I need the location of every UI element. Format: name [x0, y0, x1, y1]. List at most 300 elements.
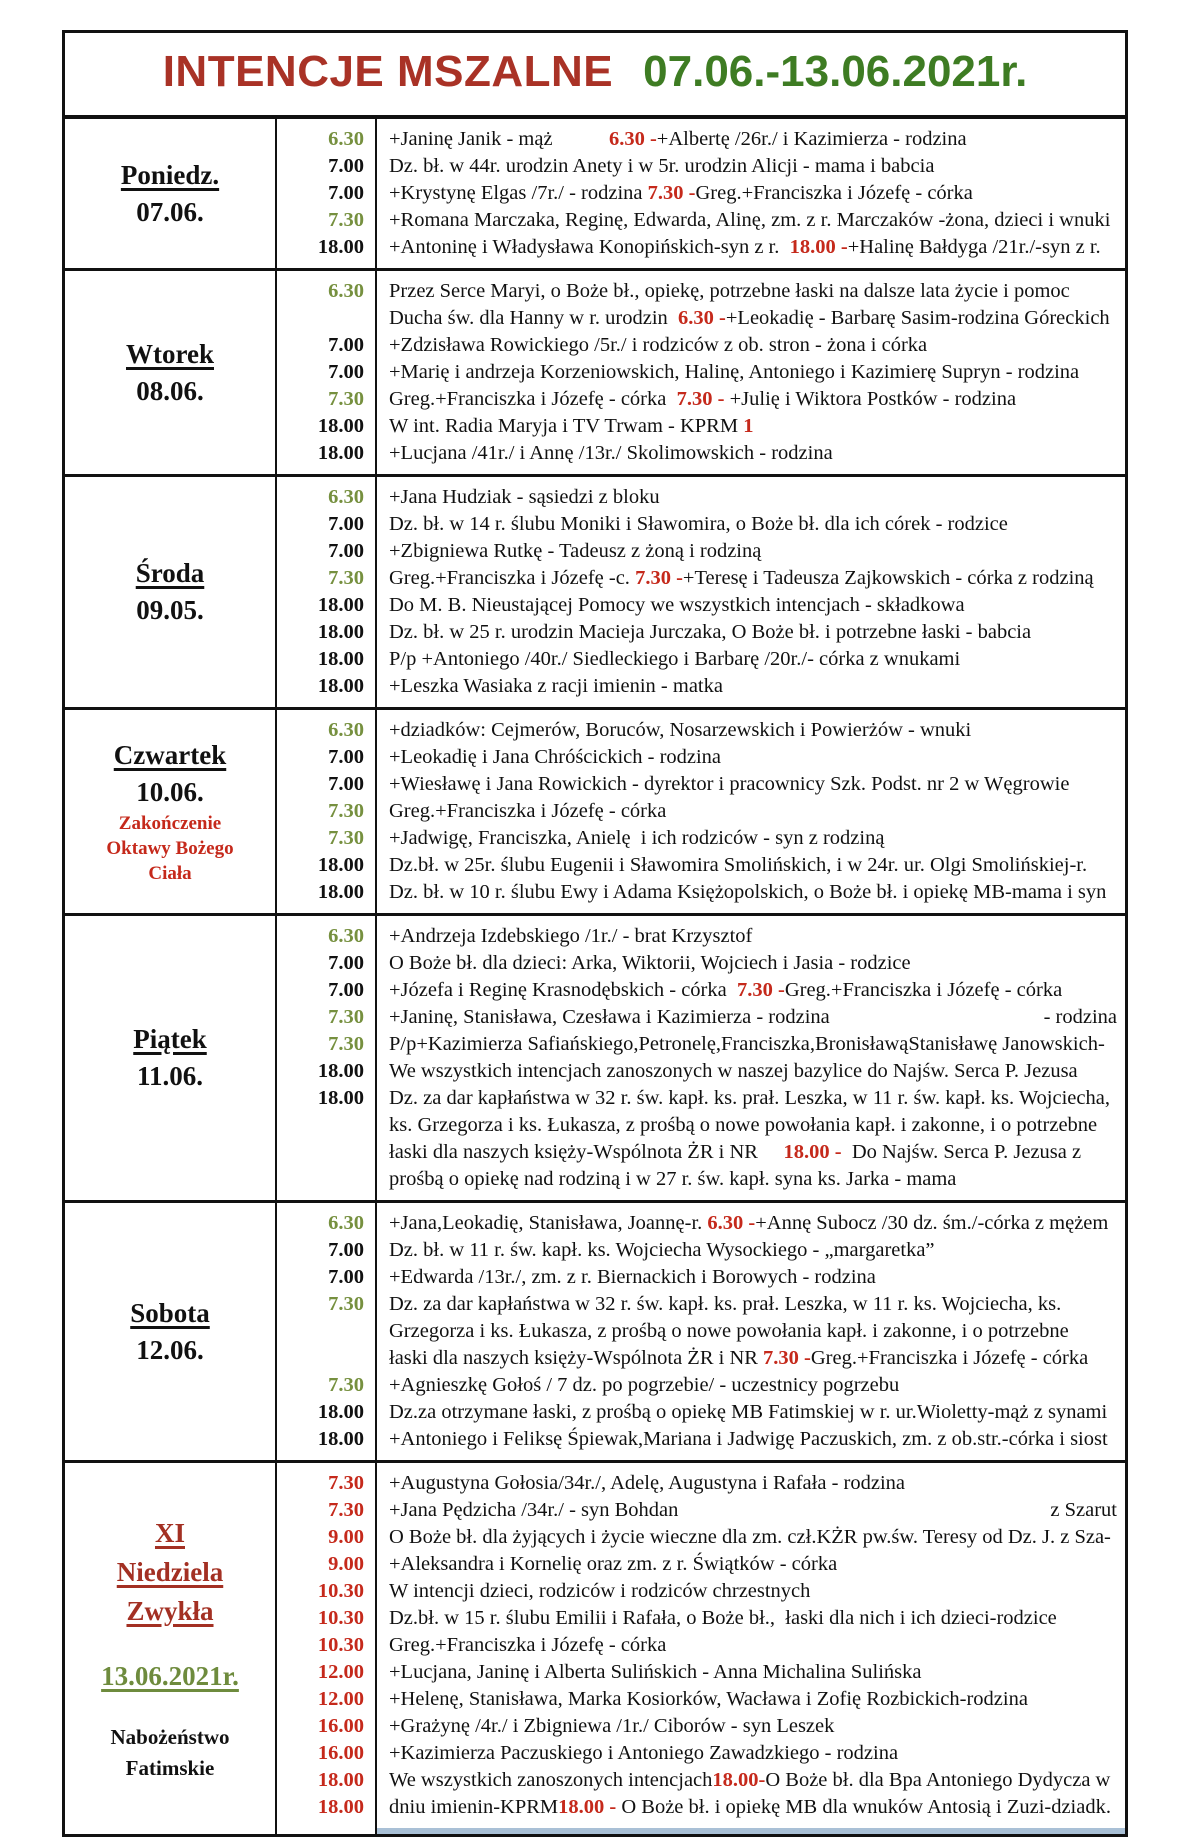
intention-text [377, 977, 1125, 1004]
intention-line [389, 852, 1125, 879]
mass-entry [275, 825, 1125, 852]
text-segment: +Halinę Bałdyga /21r./-syn z r. [847, 236, 1101, 258]
text-segment: +Lucjana, Janinę i Alberta Sulińskich - Anna Michalina Sulińska [389, 1661, 922, 1683]
mass-entry [275, 1578, 1125, 1605]
intention-line [389, 359, 1125, 386]
mass-entry [275, 413, 1125, 440]
intention-line [389, 1659, 1125, 1686]
intention-line [389, 1085, 1125, 1112]
intention-line [389, 511, 1125, 538]
intention-text [377, 1203, 1125, 1237]
day-row-sunday [65, 1460, 1125, 1834]
text-segment: +Janinę, Stanisława, Czesława i Kazimierza - rodzina [389, 1006, 830, 1028]
day-label-thursday [65, 710, 275, 913]
intention-line [389, 1740, 1125, 1767]
intention-line [389, 1112, 1125, 1139]
mass-entry [275, 1713, 1125, 1740]
text-segment: +Aleksandra i Kornelię oraz zm. z r. Świątków - córka [389, 1553, 838, 1575]
intention-line [389, 771, 1125, 798]
mass-time: 7.00 [275, 538, 377, 565]
mass-time: 6.30 [275, 1203, 377, 1237]
mass-entry [275, 1605, 1125, 1632]
mass-time: 7.00 [275, 744, 377, 771]
mass-entry [275, 565, 1125, 592]
intention-line [389, 673, 1125, 700]
text-segment: +Marię i andrzeja Korzeniowskich, Halinę, Antoniego i Kazimierę Supryn - rodzina [389, 361, 1080, 383]
mass-time: 18.00 [275, 1058, 377, 1085]
mass-time: 7.30 [275, 1291, 377, 1372]
mass-time: 7.00 [275, 1237, 377, 1264]
mass-time: 7.00 [275, 511, 377, 538]
mass-time: 16.00 [275, 1740, 377, 1767]
text-segment: Dz. bł. w 14 r. ślubu Moniki i Sławomira, o Boże bł. dla ich córek - rodzice [389, 513, 1008, 535]
text-segment: +Janinę Janik - mąż [389, 128, 609, 150]
day-label-friday [65, 916, 275, 1200]
intention-line [389, 234, 1125, 261]
intention-text [377, 332, 1125, 359]
mass-entry [275, 1767, 1125, 1794]
text-segment: +Kazimierza Paczuskiego i Antoniego Zawadzkiego - rodzina [389, 1742, 899, 1764]
day-row-thursday [65, 707, 1125, 913]
intention-text [377, 1085, 1125, 1200]
text-segment: Dz. bł. w 25 r. urodzin Macieja Jurczaka, O Boże bł. i potrzebne łaski - babcia [389, 621, 1032, 643]
text-segment: +Edwarda /13r./, zm. z r. Biernackich i Borowych - rodzina [389, 1266, 876, 1288]
mass-entry [275, 673, 1125, 707]
text-segment: dniu imienin-KPRM [389, 1796, 559, 1818]
text-segment: Grzegorza i ks. Łukasza, z prośbą o nowe powołania kapł. i zakonne, i o potrzebne [389, 1320, 1069, 1342]
text-segment: +Leokadię i Jana Chróścickich - rodzina [389, 746, 722, 768]
day-label-line: XI [154, 1517, 185, 1548]
text-segment: Dz. bł. w 10 r. ślubu Ewy i Adama Księżopolskich, o Boże bł. i opiekę MB-mama i syn [389, 881, 1107, 903]
intention-text [377, 1264, 1125, 1291]
text-segment: +dziadków: Cejmerów, Boruców, Nosarzewskich i Powierżów - wnuki [389, 719, 972, 741]
text-segment: O Boże bł. i opiekę MB dla wnuków Antosią i Zuzi-dziadk. [621, 1796, 1111, 1818]
intention-text [377, 710, 1125, 744]
intention-text [377, 592, 1125, 619]
mass-entry [275, 1058, 1125, 1085]
intention-line [389, 153, 1125, 180]
mass-time: 7.00 [275, 359, 377, 386]
mass-time: 7.00 [275, 771, 377, 798]
intention-line [389, 1399, 1125, 1426]
text-segment: Greg.+Franciszka i Józefę - córka [389, 388, 677, 410]
text-segment: Greg.+Franciszka i Józefę - córka [784, 979, 1063, 1001]
intention-line [389, 332, 1125, 359]
day-label-saturday [65, 1203, 275, 1460]
mass-time: 7.00 [275, 950, 377, 977]
intention-text [377, 1686, 1125, 1713]
intention-text [377, 538, 1125, 565]
mass-entry [275, 1291, 1125, 1372]
intention-text [377, 771, 1125, 798]
intention-line [389, 305, 1125, 332]
inline-time: 18.00 - [558, 1796, 622, 1818]
mass-entry [275, 1085, 1125, 1200]
intention-text [377, 153, 1125, 180]
mass-time: 7.30 [275, 1372, 377, 1399]
intention-text [377, 879, 1125, 913]
inline-time: 6.30 - [678, 307, 726, 329]
mass-entry [275, 386, 1125, 413]
intention-text [377, 386, 1125, 413]
text-segment: prośbą o opiekę nad rodziną i w 27 r. św. kapł. syna ks. Jarka - mama [389, 1168, 957, 1190]
text-segment: O Boże bł. dla żyjących i życie wieczne dla zm. czł.KŻR pw.św. Teresy od Dz. J. z Sza- [389, 1526, 1111, 1548]
day-label-line: Sobota [130, 1297, 210, 1328]
mass-time: 18.00 [275, 852, 377, 879]
text-segment: +Jana Hudziak - sąsiedzi z bloku [389, 486, 660, 508]
mass-entry [275, 1632, 1125, 1659]
intention-text [377, 1740, 1125, 1767]
mass-time: 7.00 [275, 180, 377, 207]
mass-time: 12.00 [275, 1659, 377, 1686]
day-label-line: Środa [135, 558, 205, 588]
text-segment: +Zdzisława Rowickiego /5r./ i rodziców z ob. stron - żona i córka [389, 334, 928, 356]
mass-time: 6.30 [275, 271, 377, 332]
text-segment: Greg.+Franciszka i Józefę - córka [810, 1347, 1089, 1369]
day-label-line: Fatimskie [125, 1755, 215, 1780]
inline-time: 7.30 - [676, 388, 730, 410]
mass-entry [275, 852, 1125, 879]
mass-entry [275, 1004, 1125, 1031]
mass-time: 16.00 [275, 1713, 377, 1740]
text-segment: +Romana Marczaka, Reginę, Edwarda, Alinę, zm. z r. Marczaków -żona, dzieci i wnuki [389, 209, 1111, 231]
mass-time: 18.00 [275, 879, 377, 913]
intention-text [377, 1291, 1125, 1372]
day-label-line: 12.06. [136, 1334, 204, 1365]
mass-entry [275, 1372, 1125, 1399]
mass-time: 7.30 [275, 1031, 377, 1058]
intention-line [389, 1004, 1125, 1031]
intention-text [377, 207, 1125, 234]
text-segment: +Agnieszkę Gołoś / 7 dz. po pogrzebie/ - uczestnicy pogrzebu [389, 1374, 900, 1396]
inline-time: 1 [743, 415, 754, 437]
inline-time: 7.30 - [647, 182, 696, 204]
mass-entry [275, 916, 1125, 950]
mass-entry [275, 1497, 1125, 1524]
text-segment: +Leszka Wasiaka z racji imienin - matka [389, 675, 723, 697]
day-row-monday [65, 119, 1125, 268]
day-label-tuesday [65, 271, 275, 474]
inline-time: 18.00 - [789, 236, 848, 258]
entries-tuesday [275, 271, 1125, 474]
intention-text [377, 477, 1125, 511]
mass-time: 6.30 [275, 916, 377, 950]
text-segment: +Julię i Wiktora Postków - rodzina [729, 388, 1017, 410]
mass-entry [275, 1203, 1125, 1237]
text-segment: W int. Radia Maryja i TV Trwam - KPRM [389, 415, 744, 437]
text-segment: +Andrzeja Izdebskiego /1r./ - brat Krzysztof [389, 925, 753, 947]
mass-time: 18.00 [275, 413, 377, 440]
mass-time: 10.30 [275, 1578, 377, 1605]
intention-line [389, 1166, 1125, 1193]
mass-time: 10.30 [275, 1632, 377, 1659]
mass-time: 18.00 [275, 234, 377, 268]
mass-entry [275, 1524, 1125, 1551]
mass-entry [275, 1794, 1125, 1834]
text-segment: +Zbigniewa Rutkę - Tadeusz z żoną i rodziną [389, 540, 762, 562]
day-label-line: 07.06. [136, 196, 204, 227]
intention-line [389, 1345, 1125, 1372]
mass-time: 18.00 [275, 440, 377, 474]
intention-line [389, 619, 1125, 646]
mass-entry [275, 153, 1125, 180]
page-title: INTENCJE MSZALNE [162, 47, 614, 96]
mass-entry [275, 119, 1125, 153]
intention-line [389, 1291, 1125, 1318]
intention-line [389, 923, 1125, 950]
mass-entry [275, 234, 1125, 268]
mass-entry [275, 771, 1125, 798]
inline-time: 6.30 - [608, 128, 657, 150]
mass-time: 18.00 [275, 1794, 377, 1834]
intention-line [389, 825, 1125, 852]
intention-text [377, 852, 1125, 879]
intention-text [377, 950, 1125, 977]
intention-line [389, 646, 1125, 673]
intention-text [377, 1237, 1125, 1264]
text-segment: - rodzina [1043, 1006, 1117, 1028]
text-segment: Ducha św. dla Hanny w r. urodzin [389, 307, 679, 329]
day-label-line: Niedziela [116, 1556, 224, 1587]
text-segment: +Krystynę Elgas /7r./ - rodzina [389, 182, 648, 204]
intention-text [377, 1463, 1125, 1497]
intention-line [389, 1578, 1125, 1605]
day-label-monday [65, 119, 275, 268]
mass-entry [275, 180, 1125, 207]
text-segment: Dz.bł. w 25r. ślubu Eugenii i Sławomira Smolińskich, i w 24r. ur. Olgi Smolińskiej-r. [389, 854, 1088, 876]
mass-entry [275, 798, 1125, 825]
text-segment: Do Najśw. Serca P. Jezusa z [846, 1141, 1082, 1163]
intention-text [377, 271, 1125, 332]
day-label-line: Piątek [133, 1024, 207, 1054]
mass-time: 6.30 [275, 119, 377, 153]
text-segment: Greg.+Franciszka i Józefę - córka [389, 800, 667, 822]
intention-line [389, 1632, 1125, 1659]
mass-time: 7.30 [275, 386, 377, 413]
day-label-line: Zwykła [126, 1595, 214, 1626]
text-segment: łaski dla naszych księży-Wspólnota ŻR i NR [389, 1347, 764, 1369]
entries-wednesday [275, 477, 1125, 707]
mass-time: 7.30 [275, 1497, 377, 1524]
inline-time: 7.30 - [635, 567, 683, 589]
text-segment: z Szarut [1050, 1499, 1117, 1521]
mass-entry [275, 710, 1125, 744]
intention-text [377, 234, 1125, 268]
entries-monday [275, 119, 1125, 268]
intention-text [377, 413, 1125, 440]
intention-line [389, 977, 1125, 1004]
text-segment: Greg.+Franciszka i Józefę - córka [695, 182, 973, 204]
inline-time: 18.00- [712, 1769, 766, 1791]
mass-entry [275, 879, 1125, 913]
day-row-tuesday [65, 268, 1125, 474]
mass-time: 12.00 [275, 1686, 377, 1713]
text-segment: Dz. bł. w 11 r. św. kapł. ks. Wojciecha Wysockiego - „margaretka” [389, 1239, 935, 1261]
day-label-sunday [65, 1463, 275, 1834]
text-segment: +Grażynę /4r./ i Zbigniewa /1r./ Ciborów - syn Leszek [389, 1715, 835, 1737]
mass-entry [275, 511, 1125, 538]
intention-line [389, 1264, 1125, 1291]
mass-entry [275, 359, 1125, 386]
intention-text [377, 1713, 1125, 1740]
mass-entry [275, 1740, 1125, 1767]
intention-line [389, 1318, 1125, 1345]
intention-line [389, 950, 1125, 977]
intention-line [389, 386, 1125, 413]
page-header [65, 33, 1125, 119]
intention-line [389, 744, 1125, 771]
date-range: 07.06.-13.06.2021r. [643, 47, 1028, 96]
day-label-wednesday [65, 477, 275, 707]
mass-time: 7.00 [275, 977, 377, 1004]
mass-time: 9.00 [275, 1551, 377, 1578]
day-label-line: Ciała [148, 863, 192, 884]
intention-text [377, 1426, 1125, 1460]
intention-line [389, 180, 1125, 207]
mass-entry [275, 950, 1125, 977]
text-segment: We wszystkich intencjach zanoszonych w naszej bazylice do Najśw. Serca P. Jezusa [389, 1060, 1078, 1082]
day-row-wednesday [65, 474, 1125, 707]
mass-time: 7.30 [275, 207, 377, 234]
mass-entry [275, 592, 1125, 619]
mass-time: 18.00 [275, 592, 377, 619]
day-label-line: 11.06. [136, 1061, 203, 1091]
mass-time: 6.30 [275, 477, 377, 511]
mass-entry [275, 271, 1125, 332]
text-segment: P/p+Kazimierza Safiańskiego,Petronelę,Franciszka,BronisławąStanisławę Janowskich- [389, 1033, 1105, 1055]
intention-text [377, 440, 1125, 474]
intention-line [389, 1139, 1125, 1166]
mass-entry [275, 1686, 1125, 1713]
intention-line [389, 126, 1125, 153]
entries-sunday [275, 1463, 1125, 1834]
mass-intentions-sheet [62, 30, 1128, 1837]
intention-line [389, 1210, 1125, 1237]
text-segment: +Albertę /26r./ i Kazimierza - rodzina [656, 128, 967, 150]
intention-text [377, 916, 1125, 950]
mass-time: 18.00 [275, 1767, 377, 1794]
mass-time: 7.30 [275, 565, 377, 592]
mass-entry [275, 744, 1125, 771]
mass-entry [275, 1463, 1125, 1497]
mass-entry [275, 538, 1125, 565]
intention-text [377, 673, 1125, 707]
mass-time: 7.00 [275, 153, 377, 180]
day-label-line: Oktawy Bożego [106, 838, 234, 859]
text-segment: +Teresę i Tadeusza Zajkowskich - córka z rodziną [682, 567, 1094, 589]
intention-line [389, 1237, 1125, 1264]
intention-line [389, 440, 1125, 467]
text-segment: +Jadwigę, Franciszka, Anielę i ich rodziców - syn z rodziną [389, 827, 885, 849]
intention-text [377, 1605, 1125, 1632]
intention-text [377, 798, 1125, 825]
intention-text [377, 1031, 1125, 1058]
mass-time: 7.30 [275, 798, 377, 825]
text-segment: +Jana Pędzicha /34r./ - syn Bohdan [389, 1499, 679, 1521]
mass-entry [275, 332, 1125, 359]
text-segment: W intencji dzieci, rodziców i rodziców chrzestnych [389, 1580, 811, 1602]
day-label-line: Zakończenie [118, 813, 222, 834]
intention-text [377, 1004, 1125, 1031]
day-label-line: 10.06. [136, 777, 204, 807]
intention-line [389, 592, 1125, 619]
intention-text [377, 119, 1125, 153]
intention-text [377, 1058, 1125, 1085]
mass-entry [275, 646, 1125, 673]
intention-line [389, 1551, 1125, 1578]
text-segment: Dz.za otrzymane łaski, z prośbą o opiekę MB Fatimskiej w r. ur.Wioletty-mąż z synami [389, 1401, 1108, 1423]
intention-text [377, 1524, 1125, 1551]
day-row-friday [65, 913, 1125, 1200]
mass-entry [275, 977, 1125, 1004]
day-label-line: Wtorek [126, 338, 214, 369]
intention-text [377, 744, 1125, 771]
mass-time: 18.00 [275, 1085, 377, 1200]
day-row-saturday [65, 1200, 1125, 1460]
text-segment: +Antoniego i Feliksę Śpiewak,Mariana i Jadwigę Paczuskich, zm. z ob.str.-córka i siost [389, 1428, 1108, 1450]
day-label-line: 09.05. [136, 595, 204, 625]
intention-text [377, 565, 1125, 592]
intention-line [389, 798, 1125, 825]
inline-time: 7.30 - [763, 1347, 811, 1369]
intention-line [389, 1426, 1125, 1453]
mass-time: 18.00 [275, 1426, 377, 1460]
day-label-line: 08.06. [136, 375, 204, 406]
mass-time: 18.00 [275, 1399, 377, 1426]
text-segment: We wszystkich zanoszonych intencjach [389, 1769, 713, 1791]
mass-entry [275, 1031, 1125, 1058]
intention-text [377, 1372, 1125, 1399]
text-segment: łaski dla naszych księży-Wspólnota ŻR i NR [389, 1141, 784, 1163]
mass-time: 18.00 [275, 673, 377, 707]
intention-line [389, 717, 1125, 744]
intention-line [389, 1470, 1125, 1497]
entries-saturday [275, 1203, 1125, 1460]
intention-line [389, 538, 1125, 565]
intention-text [377, 1767, 1125, 1794]
mass-entry [275, 477, 1125, 511]
intention-line [389, 565, 1125, 592]
text-segment: +Augustyna Gołosia/34r./, Adelę, Augustyna i Rafała - rodzina [389, 1472, 905, 1494]
text-segment: +Helenę, Stanisława, Marka Kosiorków, Wacława i Zofię Rozbickich-rodzina [389, 1688, 1028, 1710]
intention-line [389, 1058, 1125, 1085]
text-segment: Dz.bł. w 15 r. ślubu Emilii i Rafała, o Boże bł., łaski dla nich i ich dzieci-rodzice [389, 1607, 1057, 1629]
intention-text [377, 1659, 1125, 1686]
text-segment: +Wiesławę i Jana Rowickich - dyrektor i pracownicy Szk. Podst. nr 2 w Węgrowie [389, 773, 1070, 795]
text-segment: O Boże bł. dla dzieci: Arka, Wiktorii, Wojciech i Jasia - rodzice [389, 952, 911, 974]
intention-text [377, 646, 1125, 673]
text-segment: +Józefa i Reginę Krasnodębskich - córka [389, 979, 737, 1001]
text-segment: Greg.+Franciszka i Józefę -c. [389, 567, 636, 589]
intention-line [389, 1713, 1125, 1740]
inline-time: 7.30 - [736, 979, 785, 1001]
text-segment: O Boże bł. dla Bpa Antoniego Dydycza w [765, 1769, 1111, 1791]
intention-text [377, 825, 1125, 852]
day-label-line: 13.06.2021r. [101, 1660, 239, 1691]
intention-line [389, 1767, 1125, 1794]
intention-text [377, 619, 1125, 646]
intention-line [389, 1686, 1125, 1713]
text-segment: Dz. za dar kapłaństwa w 32 r. św. kapł. ks. prał. Leszka, w 11 r. ks. Wojciecha, ks. [389, 1293, 1062, 1315]
intention-text [377, 1578, 1125, 1605]
mass-time: 7.30 [275, 825, 377, 852]
day-label-line: Nabożeństwo [110, 1724, 230, 1749]
intention-text [377, 1794, 1125, 1834]
intention-line [389, 879, 1125, 906]
mass-time: 18.00 [275, 619, 377, 646]
text-segment: +Annę Subocz /30 dz. śm./-córka z mężem [755, 1212, 1109, 1234]
mass-entry [275, 1399, 1125, 1426]
